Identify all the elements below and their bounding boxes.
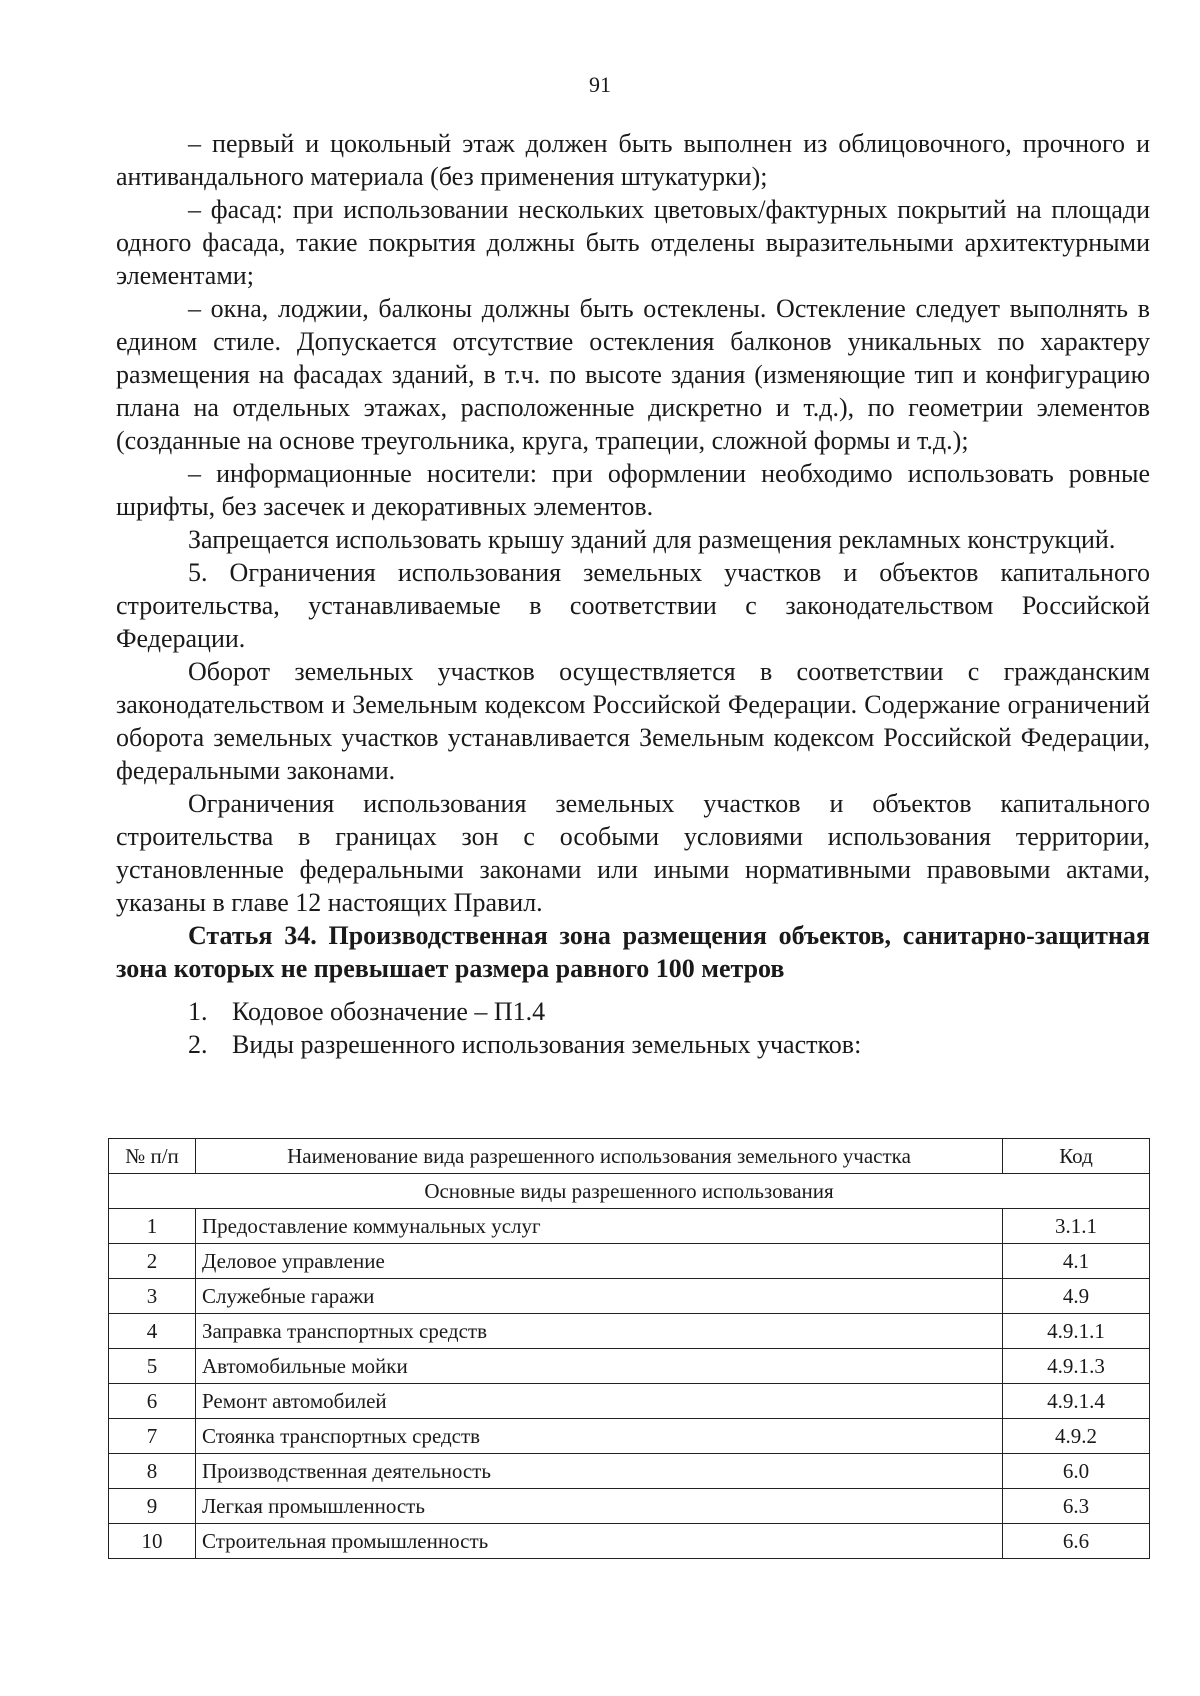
row-num: 8 <box>109 1454 196 1489</box>
numbered-list <box>116 995 1150 1061</box>
table-row <box>109 1244 1150 1279</box>
row-code: 4.1 <box>1003 1244 1150 1279</box>
row-num: 3 <box>109 1279 196 1314</box>
list-item <box>116 995 1150 1028</box>
paragraph: Оборот земельных участков осуществляется в соответствии с гражданским законодательством и Земельным кодексом Российской Федерации. Содержание ограничений оборота земельных участков устанавливается Земельным кодексом Российской Федерации, федеральными законами. <box>116 657 1150 785</box>
row-num: 4 <box>109 1314 196 1349</box>
article-heading: Статья 34. Производственная зона размещения объектов, санитарно-защитная зона которых не превышает размера равного 100 метров <box>116 921 1150 983</box>
table-row <box>109 1314 1150 1349</box>
permitted-use-table <box>108 1138 1150 1559</box>
row-num: 6 <box>109 1384 196 1419</box>
row-code: 6.0 <box>1003 1454 1150 1489</box>
page-number: 91 <box>589 72 611 97</box>
paragraph: Ограничения использования земельных участков и объектов капитального строительства в границах зон с особыми условиями использования территории, установленные федеральными законами или иными нормативными правовыми актами, указаны в главе 12 настоящих Правил. <box>116 789 1150 917</box>
row-num: 1 <box>109 1209 196 1244</box>
paragraph: – фасад: при использовании нескольких цветовых/фактурных покрытий на площади одного фасада, такие покрытия должны быть отделены выразительными архитектурными элементами; <box>116 195 1150 290</box>
row-code: 4.9.1.1 <box>1003 1314 1150 1349</box>
row-code: 4.9 <box>1003 1279 1150 1314</box>
row-name: Легкая промышленность <box>196 1489 1003 1524</box>
row-code: 4.9.1.4 <box>1003 1384 1150 1419</box>
row-num: 10 <box>109 1524 196 1559</box>
row-code: 4.9.1.3 <box>1003 1349 1150 1384</box>
header-name: Наименование вида разрешенного использования земельного участка <box>196 1139 1003 1174</box>
list-item <box>116 1028 1150 1061</box>
table-header-row <box>109 1139 1150 1174</box>
row-name: Заправка транспортных средств <box>196 1314 1003 1349</box>
row-name: Ремонт автомобилей <box>196 1384 1003 1419</box>
row-code: 3.1.1 <box>1003 1209 1150 1244</box>
row-name: Автомобильные мойки <box>196 1349 1003 1384</box>
paragraph: – первый и цокольный этаж должен быть выполнен из облицовочного, прочного и антивандального материала (без применения штукатурки); <box>116 129 1150 191</box>
row-num: 5 <box>109 1349 196 1384</box>
section-title: Основные виды разрешенного использования <box>109 1174 1150 1209</box>
paragraph: 5. Ограничения использования земельных участков и объектов капитального строительства, устанавливаемые в соответствии с законодательством Российской Федерации. <box>116 558 1150 653</box>
row-num: 9 <box>109 1489 196 1524</box>
header-num: № п/п <box>109 1139 196 1174</box>
list-item-text: Кодовое обозначение – П1.4 <box>232 997 546 1026</box>
document-body <box>116 127 1150 1061</box>
table-row <box>109 1524 1150 1559</box>
table-row <box>109 1489 1150 1524</box>
row-code: 6.3 <box>1003 1489 1150 1524</box>
table-row <box>109 1349 1150 1384</box>
row-name: Деловое управление <box>196 1244 1003 1279</box>
table-row <box>109 1209 1150 1244</box>
row-name: Строительная промышленность <box>196 1524 1003 1559</box>
paragraph: Запрещается использовать крышу зданий для размещения рекламных конструкций. <box>188 525 1116 554</box>
list-item-text: Виды разрешенного использования земельных участков: <box>232 1030 862 1059</box>
row-code: 6.6 <box>1003 1524 1150 1559</box>
row-name: Предоставление коммунальных услуг <box>196 1209 1003 1244</box>
paragraph: – информационные носители: при оформлении необходимо использовать ровные шрифты, без засечек и декоративных элементов. <box>116 459 1150 521</box>
row-name: Служебные гаражи <box>196 1279 1003 1314</box>
paragraph: – окна, лоджии, балконы должны быть остеклены. Остекление следует выполнять в едином стиле. Допускается отсутствие остекления балконов уникальных по характеру размещения на фасадах зданий, в т.ч. по высоте здания (изменяющие тип и конфигурацию плана на отдельных этажах, расположенные дискретно и т.д.), по геометрии элементов (созданные на основе треугольника, круга, трапеции, сложной формы и т.д.); <box>116 294 1150 455</box>
table-row <box>109 1419 1150 1454</box>
row-name: Стоянка транспортных средств <box>196 1419 1003 1454</box>
table-section-row <box>109 1174 1150 1209</box>
list-item-number: 2. <box>188 1030 208 1059</box>
row-code: 4.9.2 <box>1003 1419 1150 1454</box>
table-row <box>109 1279 1150 1314</box>
table-row <box>109 1384 1150 1419</box>
header-code: Код <box>1003 1139 1150 1174</box>
row-name: Производственная деятельность <box>196 1454 1003 1489</box>
row-num: 7 <box>109 1419 196 1454</box>
list-item-number: 1. <box>188 997 208 1026</box>
table-row <box>109 1454 1150 1489</box>
row-num: 2 <box>109 1244 196 1279</box>
